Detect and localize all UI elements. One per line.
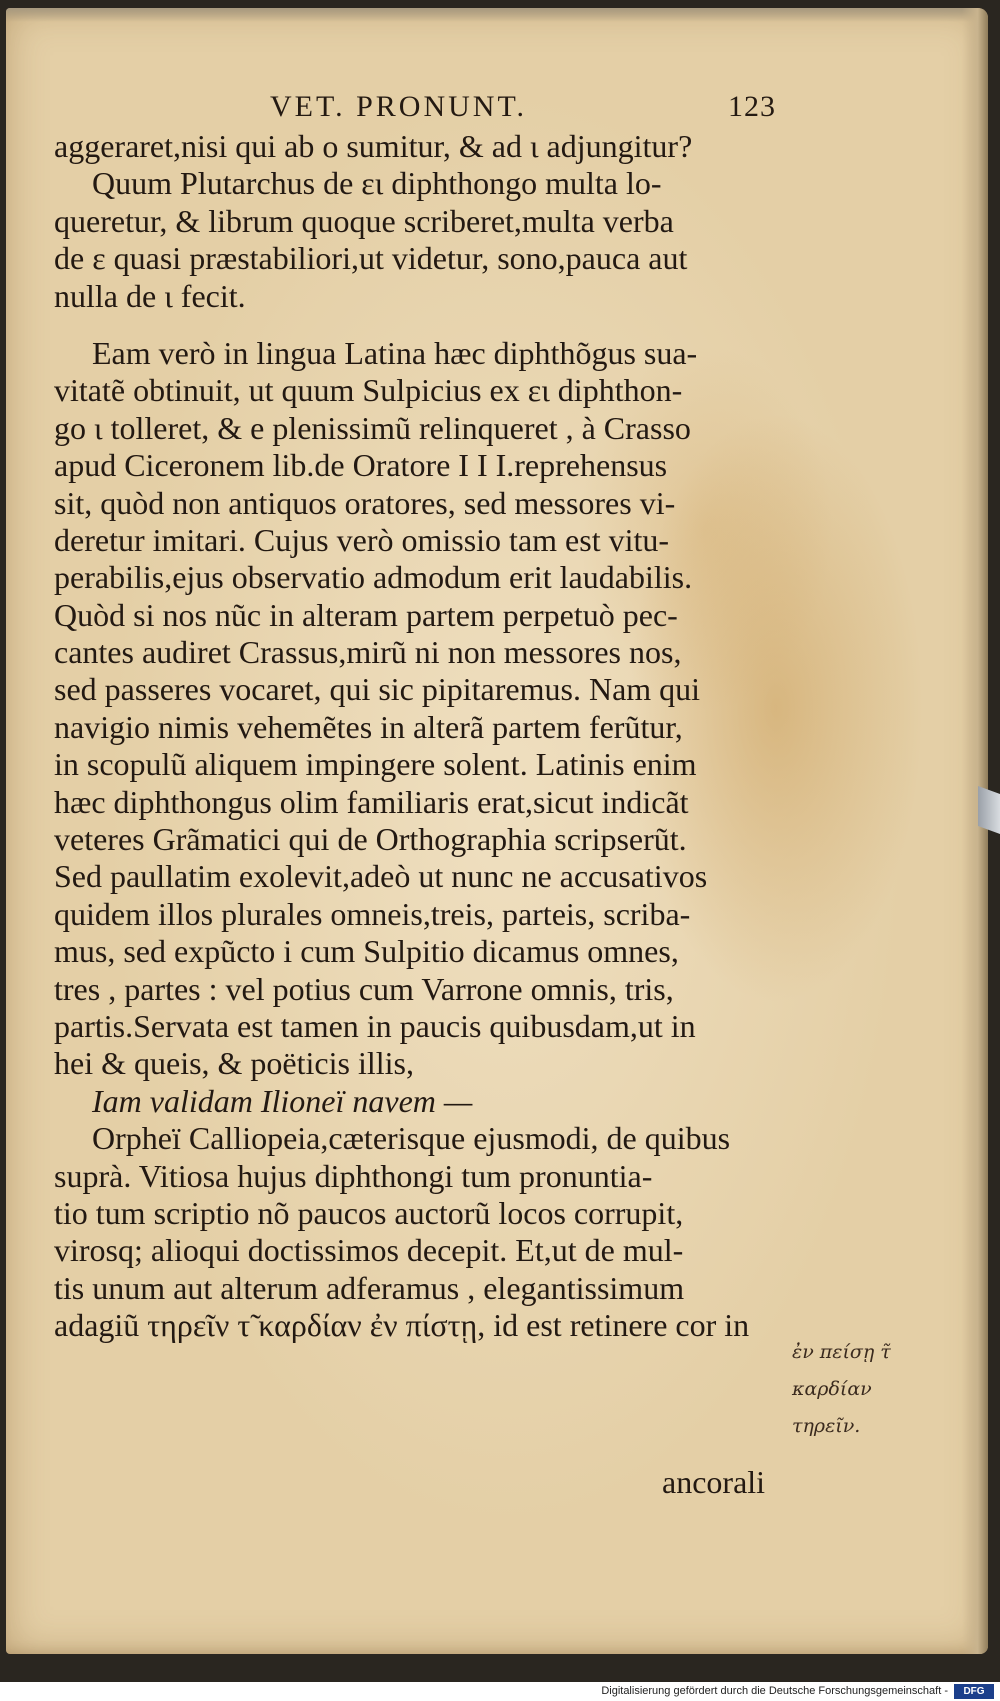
text-line: deretur imitari. Cujus verò omissio tam est vitu- <box>54 521 670 558</box>
text-line: in scopulũ aliquem impingere solent. Latinis enim <box>54 746 697 783</box>
text-line: nulla de ι fecit. <box>54 277 246 314</box>
text-line: navigio nimis vehemẽtes in alterã partem ferũtur, <box>54 708 683 745</box>
page-tab-marker <box>978 786 1000 834</box>
text-line: go ι tolleret, & e plenissimũ relinqueret , à Crasso <box>54 409 691 446</box>
text-line: apud Ciceronem lib.de Oratore I I I.reprehensus <box>54 447 668 484</box>
text-line: queretur, & librum quoque scriberet,multa verba <box>54 202 674 239</box>
text-line: Eam verò in lingua Latina hæc diphthõgus sua- <box>92 334 698 371</box>
page-number: 123 <box>728 90 776 123</box>
text-line: tio tum scriptio nõ paucos auctorũ locos corrupit, <box>54 1194 684 1231</box>
text-line: virosq; alioqui doctissimos decepit. Et,ut de mul- <box>54 1232 684 1269</box>
text-line: suprà. Vitiosa hujus diphthongi tum pronuntia- <box>54 1157 653 1194</box>
text-line: perabilis,ejus observatio admodum erit laudabilis. <box>54 559 693 596</box>
text-line: hæc diphthongus olim familiaris erat,sicut indicãt <box>54 783 689 820</box>
text-line: Sed paullatim exolevit,adeò ut nunc ne accusativos <box>54 858 708 895</box>
dfg-logo: DFG <box>954 1684 994 1699</box>
margin-note-line: ἐν πείσῃ τ̃ <box>792 1341 891 1363</box>
funding-credit: Digitalisierung gefördert durch die Deutsche Forschungsgemeinschaft - <box>601 1685 948 1697</box>
page-right-edge <box>962 8 988 1654</box>
digitization-footer <box>0 1682 1000 1701</box>
paragraph-gap <box>54 315 794 335</box>
page-header <box>6 90 988 130</box>
text-line: sed passeres vocaret, qui sic pipitaremus. Nam qui <box>54 671 701 708</box>
text-line: Iam validam Ilioneï navem — <box>92 1082 473 1119</box>
body-text <box>54 128 794 1345</box>
text-line: quidem illos plurales omneis,treis, parteis, scriba- <box>54 895 691 932</box>
text-line: mus, sed expũcto i cum Sulpitio dicamus omnes, <box>54 933 679 970</box>
catchword: ancorali <box>662 1464 766 1500</box>
handwritten-margin-note <box>792 1334 902 1445</box>
text-line: Quòd si nos nũc in alteram partem perpetuò pec- <box>54 596 678 633</box>
text-line: Quum Plutarchus de ει diphthongo multa lo- <box>92 165 662 202</box>
text-line: hei & queis, & poëticis illis, <box>54 1045 414 1082</box>
page-top-edge <box>6 8 988 22</box>
margin-note-line: καρδίαν <box>792 1378 872 1400</box>
text-line: veteres Grãmatici qui de Orthographia scripserũt. <box>54 821 687 858</box>
text-line: tres , partes : vel potius cum Varrone omnis, tris, <box>54 970 674 1007</box>
text-line: Orpheï Calliopeia,cæterisque ejusmodi, de quibus <box>92 1120 731 1157</box>
text-line: de ε quasi præstabiliori,ut videtur, sono,pauca aut <box>54 240 688 277</box>
text-line: tis unum aut alterum adferamus , elegantissimum <box>54 1269 685 1306</box>
book-page <box>6 8 988 1654</box>
text-line: vitatẽ obtinuit, ut quum Sulpicius ex ει diphthon- <box>54 372 683 409</box>
text-line: partis.Servata est tamen in paucis quibusdam,ut in <box>54 1007 696 1044</box>
margin-note-line: τηρεῖν. <box>792 1415 861 1437</box>
text-line: adagiũ τηρεῖν τ̃ καρδίαν ἐν πίστῃ, id est retinere cor in <box>54 1307 750 1344</box>
text-line: aggeraret,nisi qui ab ο sumitur, & ad ι adjungitur? <box>54 128 693 164</box>
text-line: cantes audiret Crassus,mirũ ni non messores nos, <box>54 634 682 671</box>
text-line: sit, quòd non antiquos oratores, sed messores vi- <box>54 484 676 521</box>
running-head: VET. PRONUNT. <box>270 90 528 123</box>
